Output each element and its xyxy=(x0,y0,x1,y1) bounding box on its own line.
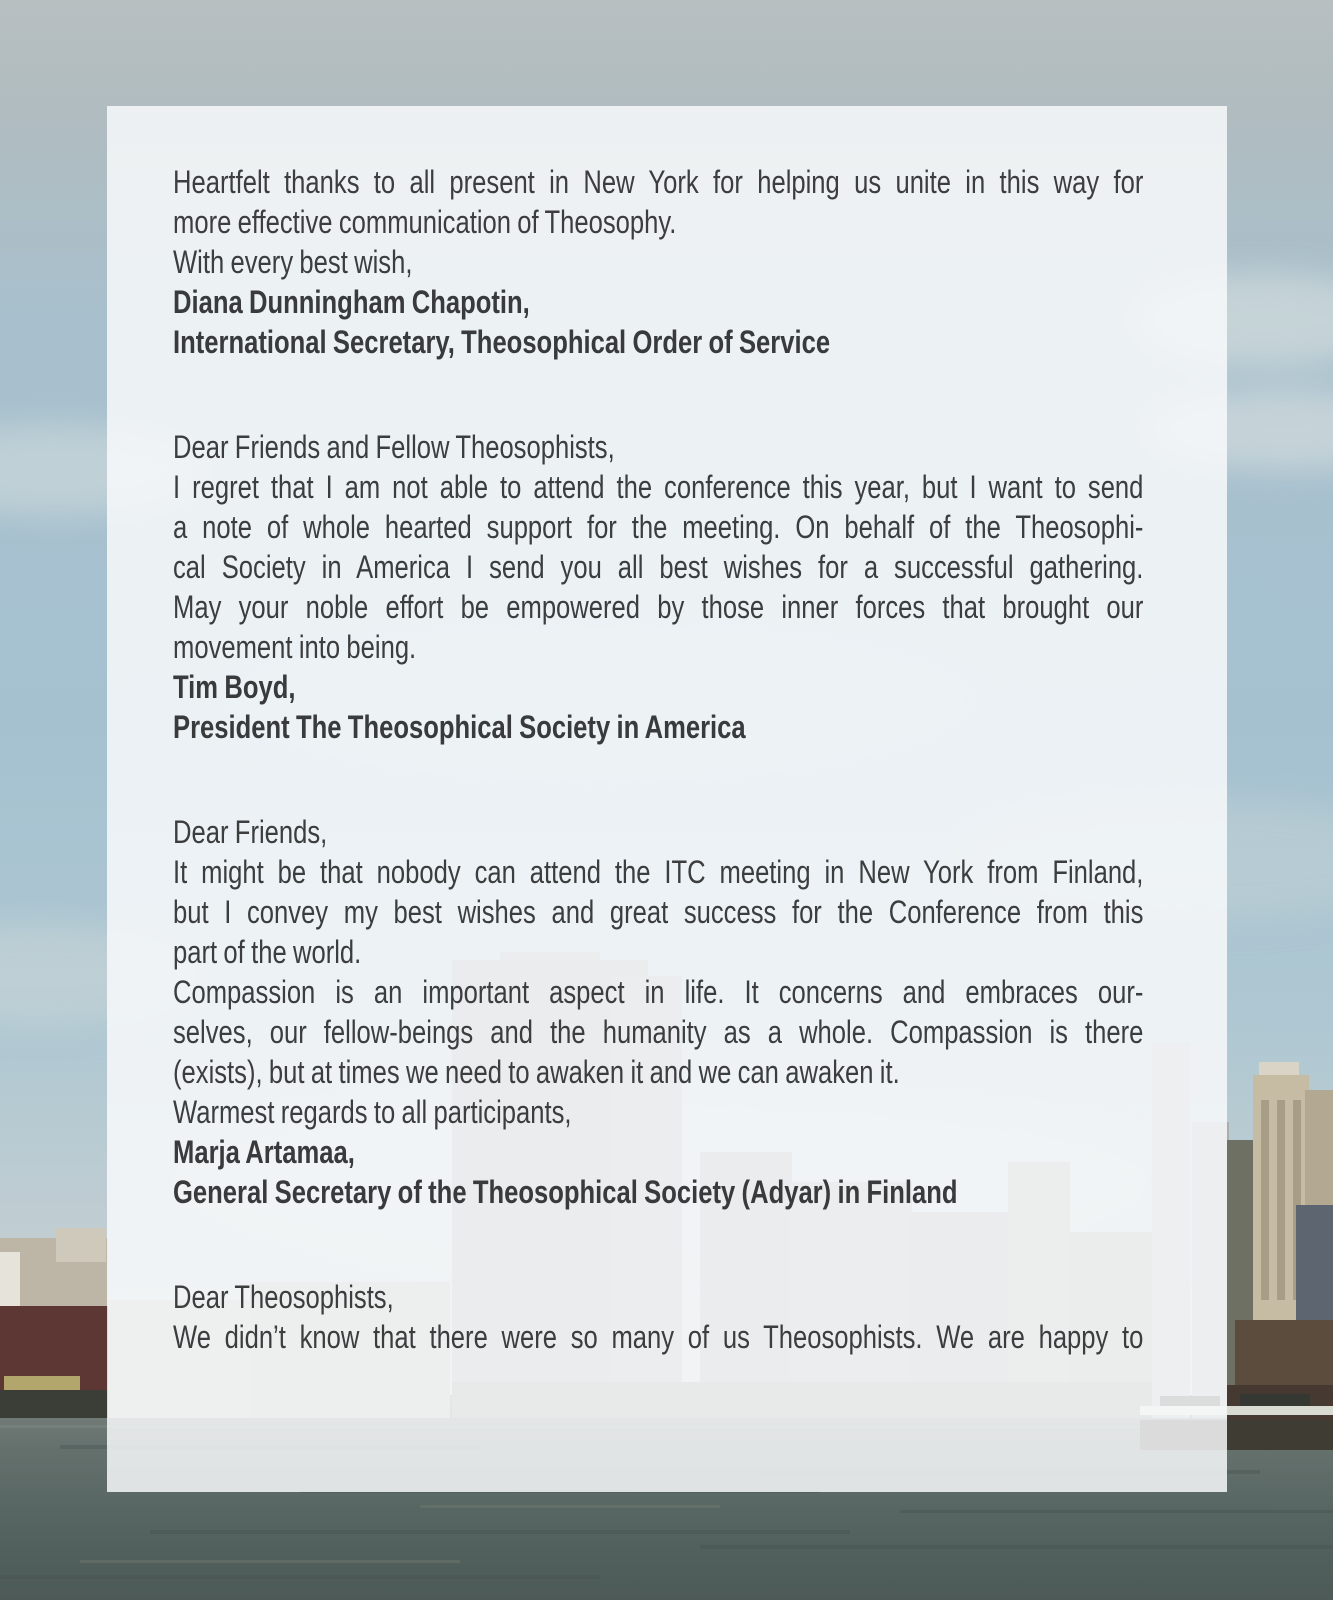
letter-line: part of the world. xyxy=(173,934,362,970)
letter-signature-title: General Secretary of the Theosophical Society (Adyar) in Finland xyxy=(173,1174,958,1210)
letter-salutation: Dear Theosophists, xyxy=(173,1279,394,1315)
message-theosophists xyxy=(173,1277,1143,1357)
letters-container xyxy=(173,162,1143,1357)
letter-signature-name: Tim Boyd, xyxy=(173,669,296,705)
letter-line: (exists), but at times we need to awaken it and we can awaken it. xyxy=(173,1054,900,1090)
message-tim-boyd xyxy=(173,427,1143,747)
letter-salutation: Dear Friends and Fellow Theosophists, xyxy=(173,429,615,465)
letter-line: Compassion is an important aspect in life. It concerns and embraces our- xyxy=(173,974,1144,1010)
letter-signature-name: Marja Artamaa, xyxy=(173,1134,355,1170)
letter-salutation: Dear Friends, xyxy=(173,814,328,850)
letter-signature-title: International Secretary, Theosophical Order of Service xyxy=(173,324,831,360)
skyline-left xyxy=(0,1228,108,1418)
letter-closing: Warmest regards to all participants, xyxy=(173,1094,572,1130)
letter-line: movement into being. xyxy=(173,629,417,665)
letter-line: It might be that nobody can attend the ITC meeting in New York from Finland, xyxy=(173,854,1144,890)
letter-line: cal Society in America I send you all best wishes for a successful gathering. xyxy=(173,549,1144,585)
letter-signature-name: Diana Dunningham Chapotin, xyxy=(173,284,530,320)
letter-line: selves, our fellow-beings and the humanity as a whole. Compassion is there xyxy=(173,1014,1144,1050)
message-marja-artamaa xyxy=(173,812,1143,1212)
letter-line: but I convey my best wishes and great success for the Conference from this xyxy=(173,894,1144,930)
letter-line: I regret that I am not able to attend the conference this year, but I want to send xyxy=(173,469,1144,505)
letter-line: a note of whole hearted support for the meeting. On behalf of the Theosophi- xyxy=(173,509,1144,545)
letter-line: Heartfelt thanks to all present in New York for helping us unite in this way for xyxy=(173,164,1144,200)
letter-line: We didn’t know that there were so many of us Theosophists. We are happy to xyxy=(173,1319,1144,1355)
letter-line: more effective communication of Theosophy. xyxy=(173,204,677,240)
text-overlay-panel xyxy=(107,106,1227,1492)
letter-closing: With every best wish, xyxy=(173,244,413,280)
letter-line: May your noble effort be empowered by those inner forces that brought our xyxy=(173,589,1144,625)
message-diana-chapotin xyxy=(173,162,1143,362)
letter-signature-title: President The Theosophical Society in America xyxy=(173,709,746,745)
